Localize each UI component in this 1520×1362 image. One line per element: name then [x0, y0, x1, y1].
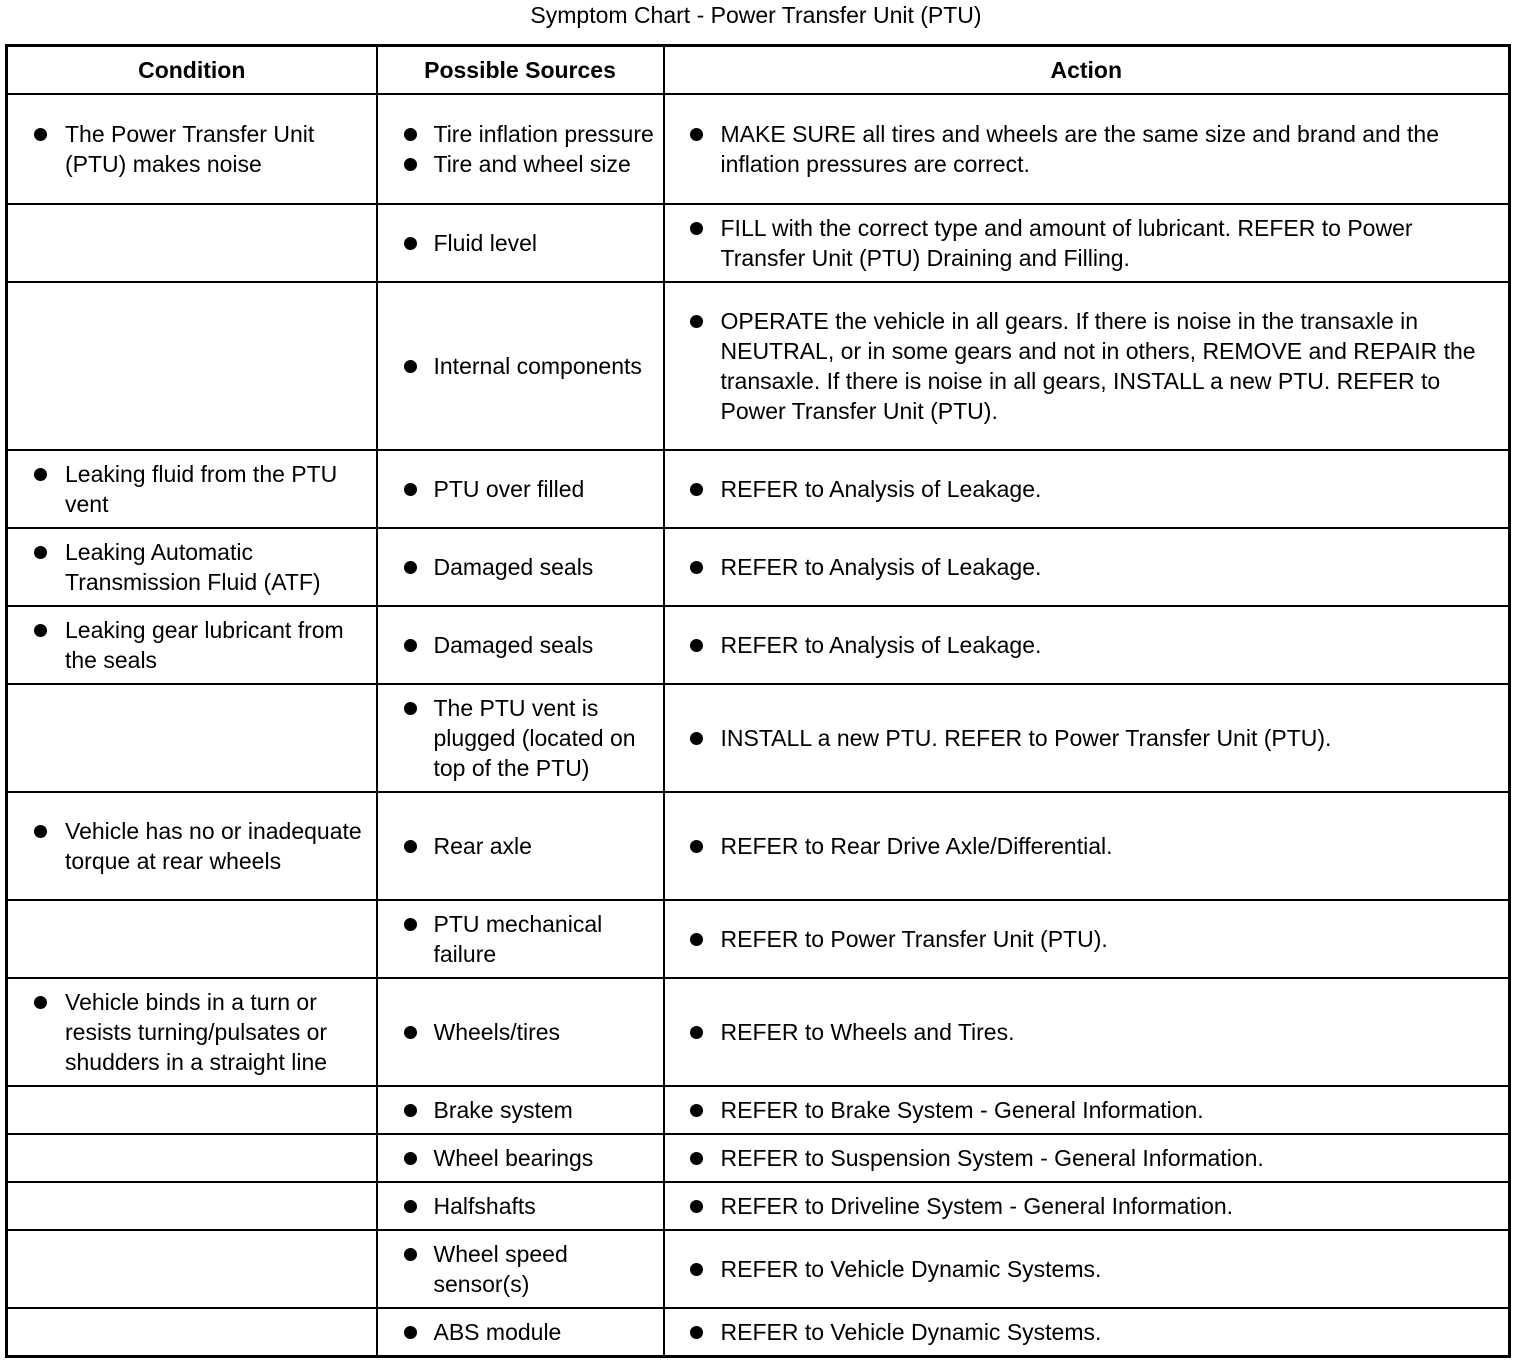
- list-item: [378, 119, 663, 149]
- table-row: [7, 204, 1510, 282]
- list-item: [665, 552, 1509, 582]
- list-item: [378, 1143, 663, 1173]
- list-item: [665, 1143, 1509, 1173]
- source-list: [378, 1017, 663, 1047]
- table-row: [7, 684, 1510, 792]
- action-cell: [664, 1182, 1510, 1230]
- header-row: [7, 46, 1510, 95]
- table-row: [7, 282, 1510, 450]
- bullet-icon: [690, 1326, 703, 1339]
- condition-list: [8, 537, 376, 597]
- table-row: [7, 606, 1510, 684]
- action-list: [665, 1191, 1509, 1221]
- table-row: [7, 792, 1510, 900]
- list-item: [8, 119, 376, 179]
- list-item: [378, 351, 663, 381]
- condition-cell: [7, 1182, 377, 1230]
- action-cell: [664, 528, 1510, 606]
- source-text: Brake system: [433, 1097, 573, 1123]
- source-list: [378, 1191, 663, 1221]
- action-cell: [664, 684, 1510, 792]
- table-row: [7, 1086, 1510, 1134]
- list-item: [665, 306, 1509, 426]
- source-text: Wheel speed sensor(s): [433, 1241, 568, 1297]
- list-item: [665, 1254, 1509, 1284]
- list-item: [378, 630, 663, 660]
- list-item: [378, 1095, 663, 1125]
- action-cell: [664, 204, 1510, 282]
- action-cell: [664, 978, 1510, 1086]
- action-list: [665, 1143, 1509, 1173]
- bullet-icon: [690, 933, 703, 946]
- condition-list: [8, 459, 376, 519]
- condition-cell: [7, 978, 377, 1086]
- source-text: Damaged seals: [433, 554, 594, 580]
- list-item: [378, 474, 663, 504]
- action-text: REFER to Brake System - General Information.: [720, 1097, 1204, 1123]
- source-text: Internal components: [433, 353, 642, 379]
- possible-sources-cell: [377, 204, 664, 282]
- source-text: ABS module: [433, 1318, 562, 1345]
- source-text: The PTU vent is plugged (located on top of the PTU): [433, 695, 636, 781]
- possible-sources-cell: [377, 1308, 664, 1356]
- condition-cell: [7, 1086, 377, 1134]
- table-row: [7, 1230, 1510, 1308]
- possible-sources-cell: [377, 684, 664, 792]
- bullet-icon: [690, 222, 703, 235]
- action-text: REFER to Driveline System - General Information.: [720, 1193, 1234, 1219]
- bullet-icon: [404, 1026, 417, 1039]
- bullet-icon: [404, 1326, 417, 1339]
- bullet-icon: [690, 483, 703, 496]
- condition-cell: [7, 684, 377, 792]
- list-item: [665, 1095, 1509, 1125]
- action-list: [665, 1317, 1509, 1347]
- bullet-icon: [404, 237, 417, 250]
- action-list: [665, 474, 1509, 504]
- bullet-icon: [34, 128, 47, 141]
- table-row: [7, 1182, 1510, 1230]
- source-text: PTU over filled: [433, 476, 585, 502]
- list-item: [378, 228, 663, 258]
- bullet-icon: [690, 1200, 703, 1213]
- bullet-icon: [690, 1263, 703, 1276]
- action-text: REFER to Analysis of Leakage.: [720, 632, 1042, 658]
- action-cell: [664, 1308, 1510, 1356]
- list-item: [665, 1317, 1509, 1347]
- action-text: REFER to Analysis of Leakage.: [720, 554, 1042, 580]
- action-text: REFER to Wheels and Tires.: [720, 1019, 1015, 1045]
- possible-sources-cell: [377, 606, 664, 684]
- action-list: [665, 213, 1509, 273]
- list-item: [378, 831, 663, 861]
- action-list: [665, 119, 1509, 179]
- possible-sources-cell: [377, 94, 664, 204]
- list-item: [665, 213, 1509, 273]
- action-list: [665, 924, 1509, 954]
- action-cell: [664, 1230, 1510, 1308]
- condition-cell: [7, 528, 377, 606]
- bullet-icon: [404, 639, 417, 652]
- source-list: [378, 351, 663, 381]
- action-list: [665, 306, 1509, 426]
- source-text: Wheels/tires: [433, 1019, 561, 1045]
- condition-list: [8, 816, 376, 876]
- list-item: [665, 924, 1509, 954]
- condition-cell: [7, 900, 377, 978]
- bullet-icon: [690, 639, 703, 652]
- possible-sources-cell: [377, 978, 664, 1086]
- action-cell: [664, 450, 1510, 528]
- bullet-icon: [34, 468, 47, 481]
- bullet-icon: [690, 1104, 703, 1117]
- action-text: REFER to Vehicle Dynamic Systems.: [720, 1256, 1102, 1282]
- source-text: Fluid level: [433, 230, 538, 256]
- condition-text: Leaking Automatic Transmission Fluid (ATF): [65, 539, 321, 595]
- possible-sources-cell: [377, 282, 664, 450]
- possible-sources-cell: [377, 1230, 664, 1308]
- action-text: REFER to Power Transfer Unit (PTU).: [720, 926, 1108, 952]
- source-list: [378, 630, 663, 660]
- possible-sources-cell: [377, 1086, 664, 1134]
- condition-list: [8, 987, 376, 1077]
- bullet-icon: [404, 158, 417, 171]
- action-cell: [664, 900, 1510, 978]
- condition-text: Vehicle binds in a turn or resists turning/pulsates or shudders in a straight line: [65, 989, 328, 1075]
- possible-sources-cell: [377, 792, 664, 900]
- bullet-icon: [690, 128, 703, 141]
- bullet-icon: [690, 315, 703, 328]
- bullet-icon: [690, 840, 703, 853]
- table-body: [7, 94, 1510, 1356]
- column-header-condition: Condition: [7, 46, 377, 95]
- source-list: [378, 1095, 663, 1125]
- action-text: FILL with the correct type and amount of lubricant. REFER to Power Transfer Unit (PTU) Draining and Filling.: [720, 215, 1413, 271]
- table-row: [7, 528, 1510, 606]
- bullet-icon: [404, 128, 417, 141]
- action-list: [665, 723, 1509, 753]
- condition-cell: [7, 1308, 377, 1356]
- action-list: [665, 831, 1509, 861]
- action-cell: [664, 1134, 1510, 1182]
- list-item: [378, 1017, 663, 1047]
- list-item: [378, 149, 663, 179]
- bullet-icon: [404, 918, 417, 931]
- source-text: Tire and wheel size: [433, 151, 631, 177]
- possible-sources-cell: [377, 528, 664, 606]
- list-item: [665, 1017, 1509, 1047]
- source-list: [378, 119, 663, 179]
- source-text: Wheel bearings: [433, 1145, 594, 1171]
- table-row: [7, 1308, 1510, 1356]
- table-row: [7, 450, 1510, 528]
- action-list: [665, 1254, 1509, 1284]
- list-item: [8, 987, 376, 1077]
- bullet-icon: [34, 624, 47, 637]
- bullet-icon: [404, 1152, 417, 1165]
- condition-cell: [7, 204, 377, 282]
- bullet-icon: [404, 561, 417, 574]
- condition-cell: [7, 282, 377, 450]
- source-list: [378, 693, 663, 783]
- condition-text: Leaking fluid from the PTU vent: [65, 461, 338, 517]
- source-text: Tire inflation pressure: [433, 121, 654, 147]
- action-text: MAKE SURE all tires and wheels are the same size and brand and the inflation pressures are correct.: [720, 121, 1439, 177]
- condition-text: The Power Transfer Unit (PTU) makes noise: [65, 121, 315, 177]
- bullet-icon: [34, 546, 47, 559]
- condition-cell: [7, 1230, 377, 1308]
- action-cell: [664, 282, 1510, 450]
- list-item: [665, 630, 1509, 660]
- action-cell: [664, 1086, 1510, 1134]
- condition-cell: [7, 450, 377, 528]
- list-item: [665, 119, 1509, 179]
- bullet-icon: [34, 996, 47, 1009]
- bullet-icon: [404, 1248, 417, 1261]
- bullet-icon: [404, 1200, 417, 1213]
- action-list: [665, 1095, 1509, 1125]
- bullet-icon: [690, 732, 703, 745]
- source-text: PTU mechanical failure: [433, 911, 603, 967]
- list-item: [8, 459, 376, 519]
- bullet-icon: [404, 840, 417, 853]
- list-item: [378, 909, 663, 969]
- action-list: [665, 1017, 1509, 1047]
- action-text: REFER to Analysis of Leakage.: [720, 476, 1042, 502]
- bullet-icon: [404, 360, 417, 373]
- list-item: [8, 537, 376, 597]
- bullet-icon: [404, 483, 417, 496]
- action-cell: [664, 606, 1510, 684]
- action-cell: [664, 792, 1510, 900]
- source-text: Halfshafts: [433, 1193, 536, 1219]
- table-row: [7, 94, 1510, 204]
- list-item: [378, 1239, 663, 1299]
- list-item: [665, 831, 1509, 861]
- possible-sources-cell: [377, 1182, 664, 1230]
- bullet-icon: [34, 825, 47, 838]
- condition-list: [8, 119, 376, 179]
- table-row: [7, 978, 1510, 1086]
- condition-cell: [7, 1134, 377, 1182]
- source-list: [378, 1143, 663, 1173]
- bullet-icon: [690, 561, 703, 574]
- action-cell: [664, 94, 1510, 204]
- source-list: [378, 909, 663, 969]
- possible-sources-cell: [377, 900, 664, 978]
- action-list: [665, 552, 1509, 582]
- list-item: [665, 1191, 1509, 1221]
- action-text: INSTALL a new PTU. REFER to Power Transfer Unit (PTU).: [720, 725, 1332, 751]
- list-item: [378, 693, 663, 783]
- list-item: [665, 474, 1509, 504]
- list-item: [378, 1191, 663, 1221]
- table-row: [7, 1134, 1510, 1182]
- condition-cell: [7, 792, 377, 900]
- symptom-chart-table: [5, 44, 1511, 1358]
- table-row: [7, 900, 1510, 978]
- action-text: REFER to Suspension System - General Information.: [720, 1145, 1264, 1171]
- bullet-icon: [404, 702, 417, 715]
- bullet-icon: [690, 1152, 703, 1165]
- page-title: Symptom Chart - Power Transfer Unit (PTU): [530, 2, 982, 28]
- source-text: Rear axle: [433, 833, 532, 859]
- condition-cell: [7, 94, 377, 204]
- possible-sources-cell: [377, 1134, 664, 1182]
- condition-list: [8, 615, 376, 675]
- column-header-action: Action: [664, 46, 1510, 95]
- condition-text: Vehicle has no or inadequate torque at rear wheels: [65, 818, 362, 874]
- list-item: [8, 816, 376, 876]
- bullet-icon: [690, 1026, 703, 1039]
- action-text: REFER to Rear Drive Axle/Differential.: [720, 833, 1113, 859]
- source-list: [378, 228, 663, 258]
- condition-text: Leaking gear lubricant from the seals: [65, 617, 344, 673]
- action-text: REFER to Vehicle Dynamic Systems.: [720, 1318, 1102, 1345]
- source-list: [378, 1239, 663, 1299]
- column-header-possible-sources: Possible Sources: [377, 46, 664, 95]
- list-item: [378, 552, 663, 582]
- list-item: [8, 615, 376, 675]
- source-list: [378, 831, 663, 861]
- bullet-icon: [404, 1104, 417, 1117]
- source-list: [378, 474, 663, 504]
- source-list: [378, 1317, 663, 1347]
- possible-sources-cell: [377, 450, 664, 528]
- list-item: [378, 1317, 663, 1347]
- action-text: OPERATE the vehicle in all gears. If there is noise in the transaxle in NEUTRAL, or in some gears and not in others, REMOVE and REPAIR the transaxle. If there is noise in all gears, INSTALL a new PTU. REFER to Power Transfer Unit (PTU).: [720, 308, 1476, 424]
- source-text: Damaged seals: [433, 632, 594, 658]
- source-list: [378, 552, 663, 582]
- condition-cell: [7, 606, 377, 684]
- list-item: [665, 723, 1509, 753]
- action-list: [665, 630, 1509, 660]
